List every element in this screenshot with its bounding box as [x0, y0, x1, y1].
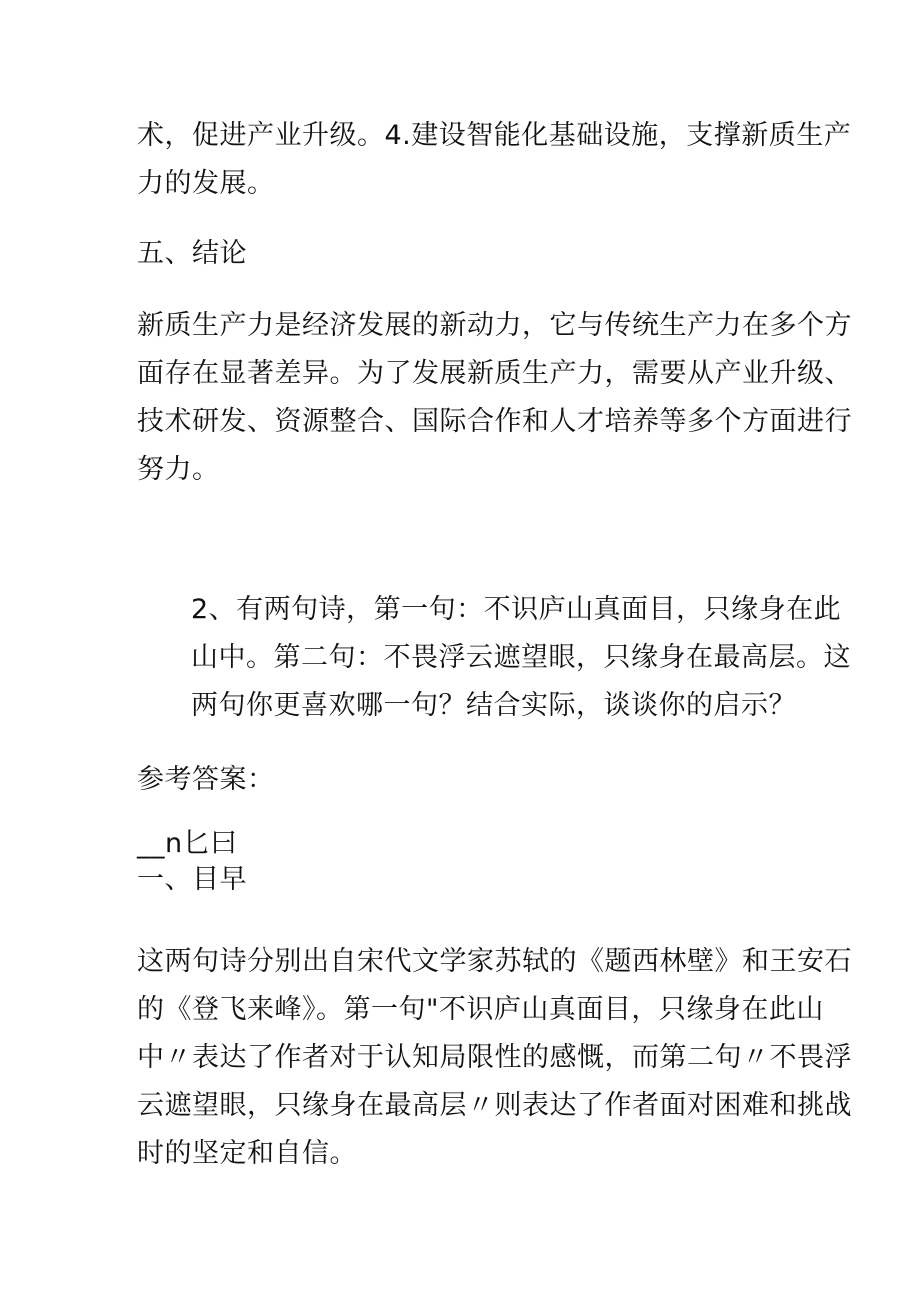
text-line: 山中。第二句：不畏浮云遮望眼，只缘身在最高层。这: [191, 642, 851, 673]
section-heading-conclusion: 五、结论: [137, 238, 247, 269]
text-line: 2、有两句诗，第一句：不识庐山真面目，只缘身在此: [191, 594, 842, 625]
question-2: [191, 586, 851, 730]
text-line: 云遮望眼，只缘身在最高层〃则表达了作者面对困难和挑战: [137, 1090, 852, 1121]
text-line: 术，促进产业升级。4.建设智能化基础设施，支撑新质生产: [137, 120, 852, 151]
text-line: 面存在显著差异。为了发展新质生产力，需要从产业升级、: [137, 358, 852, 389]
text-line: 力的发展。: [137, 168, 275, 199]
answer-label: 参考答案：: [137, 764, 275, 795]
answer-heading: [137, 826, 797, 898]
text-line: 努力。: [137, 454, 220, 485]
text-line: 技术研发、资源整合、国际合作和人才培养等多个方面进行: [137, 406, 852, 437]
answer-paragraph: [137, 938, 852, 1178]
text-line: 新质生产力是经济发展的新动力，它与传统生产力在多个方: [137, 310, 852, 341]
text-line: __n匕曰: [137, 828, 238, 859]
text-line: 时的坚定和自信。: [137, 1138, 357, 1169]
text-line: 两句你更喜欢哪一句？结合实际，谈谈你的启示？: [191, 690, 796, 721]
conclusion-paragraph: [137, 302, 852, 494]
text-line: 一、目早: [137, 864, 247, 895]
text-line: 的《登飞来峰》。第一句"不识庐山真面目，只缘身在此山: [137, 994, 824, 1025]
text-line: 这两句诗分别出自宋代文学家苏轼的《题西林壁》和王安石: [137, 946, 852, 977]
text-line: 中〃表达了作者对于认知局限性的感慨，而第二句〃不畏浮: [137, 1042, 852, 1073]
continuation-paragraph: [137, 112, 852, 208]
